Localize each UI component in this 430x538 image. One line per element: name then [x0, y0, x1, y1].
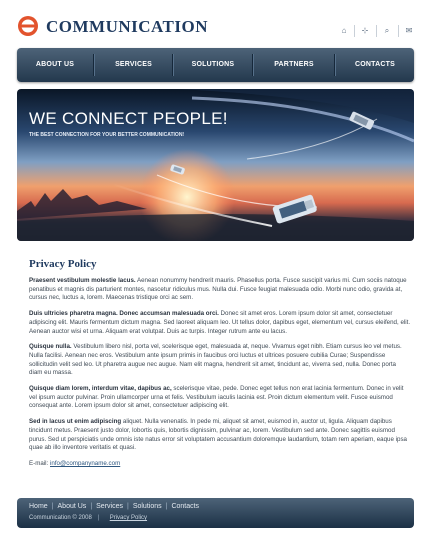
- nav-contacts[interactable]: CONTACTS: [355, 61, 395, 68]
- paragraph: [29, 385, 411, 411]
- paragraph-text: scelerisque vitae, pede. Donec eget tellus non erat lacinia fermentum. Donec in velit vel ipsum auctor pulvinar. Proin ullamcorper urna et felis. Vestibulum iaculis lacinia est. Proin dictum elementum velit. Fusce euismod consequat ante. Lorem ipsum dolor sit amet, consectetuer adipiscing elit.: [29, 385, 404, 410]
- paragraph: [29, 310, 411, 336]
- search-icon[interactable]: ⌕: [384, 26, 390, 35]
- paragraph-lead: Praesent vestibulum molestie lacus.: [29, 277, 136, 284]
- separator: |: [165, 503, 168, 510]
- footer-links: [29, 503, 199, 510]
- paragraph-text: aliquet. Nulla venenatis. In pede mi, aliquet sit amet, euismod in, auctor ut, ligula. Aliquam dapibus tincidunt metus. Praesent justo dolor, lobortis quis, lobortis dignissim, pulvinar ac, lorem. Vestibulum sed ante. Donec sagittis euismod purus. Sed ut perspiciatis unde omnis iste natus error sit voluptatem accusantium doloremque laudantium, totam rem aperiam, eaque ipsa quae ab illo inventore veritatis et quasi.: [29, 418, 407, 452]
- sitemap-icon[interactable]: ⊹: [361, 26, 369, 35]
- mail-icon[interactable]: ✉: [405, 26, 413, 35]
- main-content: [29, 258, 411, 467]
- footer-link-solutions[interactable]: Solutions: [132, 503, 162, 510]
- nav-services[interactable]: SERVICES: [115, 61, 152, 68]
- home-icon[interactable]: ⌂: [341, 26, 347, 35]
- paragraph-text: Vestibulum libero nisl, porta vel, scelerisque eget, malesuada at, neque. Vivamus eget nibh. Etiam cursus leo vel metus. Nulla facilisi. Aenean nec eros. Vestibulum ante ipsum primis in faucibus orci luctus et ultrices posuere cubilia Curae; Suspendisse sollicitudin velit sed leo. Ut pharetra augue nec augue. Nam elit magna, hendrerit sit amet, tincidunt ac, viverra sed, nulla. Donec porta diam eu massa.: [29, 343, 402, 377]
- paragraph: [29, 418, 411, 453]
- nav-about-us[interactable]: ABOUT US: [35, 61, 75, 68]
- brand-name[interactable]: COMMUNICATION: [46, 17, 209, 36]
- nav-partners[interactable]: PARTNERS: [274, 61, 314, 68]
- copyright: [29, 515, 147, 521]
- paragraph: [29, 343, 411, 378]
- footer-link-home[interactable]: Home: [29, 503, 48, 510]
- logo-icon[interactable]: [17, 15, 39, 37]
- paragraph-lead: Duis ultricies pharetra magna. Donec accumsan malesuada orci.: [29, 310, 219, 318]
- separator: |: [126, 503, 129, 510]
- hero-banner: [17, 89, 414, 241]
- privacy-policy-link[interactable]: Privacy Policy: [109, 515, 148, 521]
- main-nav: [17, 48, 414, 82]
- footer-link-services[interactable]: Services: [96, 503, 123, 510]
- banner-subtitle: THE BEST CONNECTION FOR YOUR BETTER COMMUNICATION!: [29, 132, 185, 138]
- header: [0, 0, 430, 48]
- email-link[interactable]: info@companyname.com: [50, 459, 121, 467]
- email-line: [29, 460, 411, 467]
- paragraph-text: Aenean nonummy hendrerit mauris. Phasellus porta. Fusce suscipit varius mi. Cum sociis natoque penatibus et magnis dis parturient montes, nascetur ridiculus mus. Nulla dui. Fusce feugiat malesuada odio. Morbi nunc odio, gravida at, cursus nec, luctus a, lorem. Maecenas tristique orci ac sem.: [29, 277, 407, 302]
- copyright-text: Communication © 2008: [29, 515, 92, 521]
- paragraph-lead: Quisque nulla.: [29, 343, 72, 351]
- footer-link-about-us[interactable]: About Us: [57, 503, 87, 510]
- paragraph-lead: Quisque diam lorem, interdum vitae, dapibus ac,: [29, 385, 172, 393]
- paragraph-lead: Sed in lacus ut enim adipiscing: [29, 418, 122, 426]
- footer-link-contacts[interactable]: Contacts: [171, 503, 200, 510]
- banner-title: WE CONNECT PEOPLE!: [29, 109, 228, 128]
- email-label: E-mail:: [29, 459, 49, 467]
- footer: [17, 498, 414, 528]
- separator: |: [97, 515, 100, 521]
- paragraph: [29, 277, 411, 303]
- nav-solutions[interactable]: SOLUTIONS: [191, 61, 235, 68]
- separator: |: [51, 503, 54, 510]
- paragraph-text: Donec sit amet eros. Lorem ipsum dolor sit amet, consectetuer adipiscing elit. Mauris fermentum dictum magna. Sed laoreet aliquam leo. Ut tellus dolor, dapibus eget, elementum vel, cursus eleifend, elit. Aenean auctor wisi et urna. Aliquam erat volutpat. Duis ac turpis. Integer rutrum ante eu lacus.: [29, 310, 411, 335]
- page-title: Privacy Policy: [29, 258, 97, 270]
- separator: |: [90, 503, 93, 510]
